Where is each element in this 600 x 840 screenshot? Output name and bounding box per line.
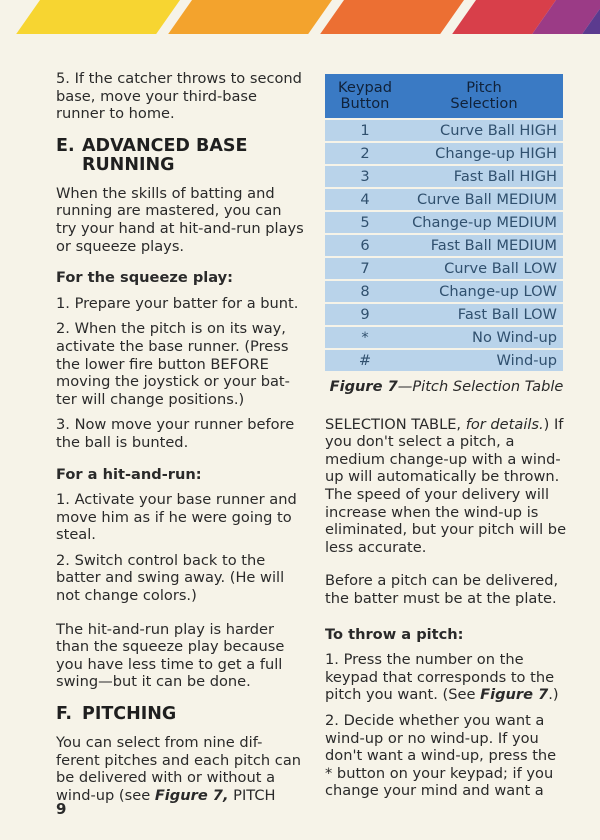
banner-stripe [16, 0, 180, 34]
keypad-button-cell: 6 [325, 234, 405, 257]
pitch-selection-cell: Fast Ball MEDIUM [405, 234, 563, 257]
paragraph-advanced-running: When the skills of batting and running are mastered, you can try your hand at hit-and-run plays or squeeze plays. [56, 184, 304, 255]
caption-figure-label: Figure 7 [329, 378, 398, 395]
hitrun-step: 2. Switch control back to the batter and swing away. (He will not change colors.) [56, 551, 285, 605]
keypad-button-cell: 5 [325, 211, 405, 234]
figure-reference: Figure 7, [154, 786, 229, 804]
paragraph-catcher: 5. If the catcher throws to second base, move your third-base runner to home. [56, 70, 302, 123]
paragraph-pitching [56, 734, 306, 804]
pitch-selection-cell: Curve Ball HIGH [405, 119, 563, 142]
table-row [325, 234, 563, 257]
subheading-hit-and-run: For a hit-and-run: [56, 465, 202, 483]
banner-stripe [168, 0, 332, 34]
pitch-selection-cell: Fast Ball HIGH [405, 165, 563, 188]
text-run: PITCH [228, 786, 276, 804]
paragraph-selection-details [325, 416, 568, 557]
section-heading-f [56, 705, 306, 724]
throw-step: 2. Decide whether you want a wind-up or no wind-up. If you don't want a wind-up, press the * button on your keypad; if you change your mind and want a [325, 711, 557, 800]
table-row [325, 119, 563, 142]
text-run: SELECTION TABLE, [325, 415, 466, 433]
left-column [56, 70, 306, 812]
pitch-selection-cell: Wind-up [405, 349, 563, 371]
table-row [325, 211, 563, 234]
hitrun-step: 1. Activate your base runner and move him as if he were going to steal. [56, 491, 297, 544]
table-header-row [325, 74, 563, 119]
keypad-button-cell: 1 [325, 119, 405, 142]
pitch-selection-table [325, 74, 563, 371]
keypad-button-cell: 8 [325, 280, 405, 303]
table-caption [325, 378, 568, 396]
squeeze-step: 2. When the pitch is on its way, activate the base runner. (Press the lower fire button BEFORE moving the joystick or your bat-ter will change positions.) [56, 320, 290, 408]
paragraph-hit-and-run-note: The hit-and-run play is harder than the squeeze play because you have less time to get a full swing—but it can be done. [56, 620, 285, 691]
table-row [325, 165, 563, 188]
text-run: 1. Press the number on the keypad that corresponds to the pitch you want. (See [325, 651, 555, 704]
paragraph-batter-ready: Before a pitch can be delivered, the batter must be at the plate. [325, 572, 559, 607]
subheading-squeeze: For the squeeze play: [56, 269, 234, 287]
header-pitch-selection [405, 74, 563, 119]
pitch-selection-cell: Change-up HIGH [405, 142, 563, 165]
pitch-selection-cell: Change-up MEDIUM [405, 211, 563, 234]
text-italic: for details. [465, 415, 544, 433]
figure-reference: Figure 7 [480, 686, 549, 704]
keypad-button-cell: 7 [325, 257, 405, 280]
pitch-selection-cell: Change-up LOW [405, 280, 563, 303]
table-row [325, 142, 563, 165]
table-row [325, 280, 563, 303]
squeeze-step: 1. Prepare your batter for a bunt. [56, 294, 299, 312]
pitch-selection-cell: Curve Ball MEDIUM [405, 188, 563, 211]
throw-step [325, 651, 568, 704]
table-row [325, 188, 563, 211]
color-stripe-banner [0, 0, 600, 34]
keypad-button-cell: # [325, 349, 405, 371]
table-row [325, 326, 563, 349]
keypad-button-cell: 2 [325, 142, 405, 165]
keypad-button-cell: 3 [325, 165, 405, 188]
text-run: ) If you don't select a pitch, a medium change-up with a wind-up will automatically be thrown. The speed of your delivery will increase when the wind-up is eliminated, but your pitch will be less accurate. [325, 415, 567, 556]
keypad-button-cell: 9 [325, 303, 405, 326]
header-keypad-button [325, 74, 405, 119]
section-title: PITCHING [82, 704, 177, 725]
caption-text: —Pitch Selection Table [397, 378, 564, 395]
squeeze-step: 3. Now move your runner before the ball is bunted. [56, 416, 295, 451]
page-number: 9 [56, 800, 67, 818]
text-run: .) [548, 686, 559, 704]
pitch-selection-cell: Curve Ball LOW [405, 257, 563, 280]
pitch-selection-cell: Fast Ball LOW [405, 303, 563, 326]
keypad-button-cell: * [325, 326, 405, 349]
banner-stripe [320, 0, 464, 34]
section-letter: F. [56, 704, 73, 725]
header-text: Pitch Selection [450, 79, 518, 112]
table-row [325, 257, 563, 280]
text-run: You can select from nine dif-ferent pitches and each pitch can be delivered with or without a wind-up (see [56, 734, 302, 804]
table-row [325, 349, 563, 371]
section-heading-e [56, 137, 306, 175]
section-letter: E. [56, 135, 75, 156]
section-title: ADVANCED BASE RUNNING [82, 135, 248, 175]
pitch-selection-cell: No Wind-up [405, 326, 563, 349]
subheading-throw-pitch: To throw a pitch: [325, 625, 464, 643]
right-column [325, 74, 568, 808]
table-row [325, 303, 563, 326]
keypad-button-cell: 4 [325, 188, 405, 211]
header-text: Keypad Button [338, 79, 392, 112]
